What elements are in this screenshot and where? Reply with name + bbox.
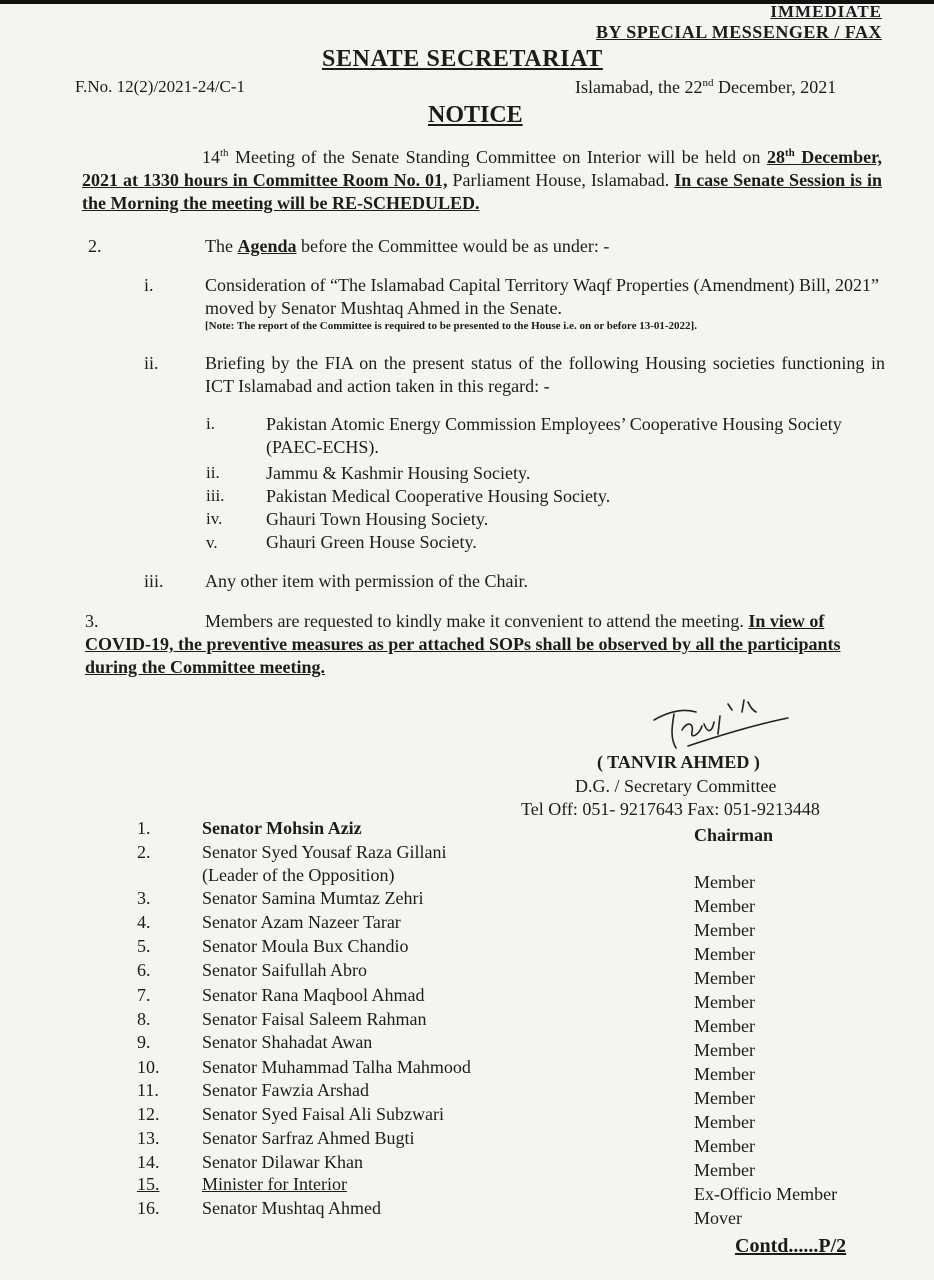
- member-number: 10.: [137, 1057, 160, 1077]
- agenda-word: Agenda: [237, 236, 297, 256]
- agenda-item-text: Briefing by the FIA on the present status of the following Housing societies functioning in ICT Islamabad and action taken in this regard: -: [205, 353, 885, 396]
- society-name: Pakistan Medical Cooperative Housing Society.: [266, 486, 611, 506]
- member-role: Member: [694, 920, 755, 940]
- signatory-name: ( TANVIR AHMED ): [597, 752, 760, 772]
- member-number: 9.: [137, 1032, 151, 1052]
- signatory-designation: D.G. / Secretary Committee: [575, 776, 777, 796]
- member-number: 7.: [137, 985, 151, 1005]
- office-title: SENATE SECRETARIAT: [322, 46, 603, 72]
- priority-label: IMMEDIATE: [770, 2, 882, 21]
- agenda-item-note: [Note: The report of the Committee is required to be presented to the House i.e. on or before 13-01-2022].: [205, 320, 697, 332]
- member-role: Member: [694, 1088, 755, 1108]
- member-number: 13.: [137, 1128, 160, 1148]
- member-role: Member: [694, 1160, 755, 1180]
- member-number: 1.: [137, 818, 151, 838]
- member-number: 12.: [137, 1104, 160, 1124]
- society-number: ii.: [206, 463, 220, 482]
- member-name: Senator Syed Yousaf Raza Gillani: [202, 842, 447, 862]
- member-name: Senator Moula Bux Chandio: [202, 936, 409, 956]
- para2-number: 2.: [88, 236, 102, 256]
- member-number: 8.: [137, 1009, 151, 1029]
- society-name: Ghauri Town Housing Society.: [266, 509, 489, 529]
- agenda-item-text: Any other item with permission of the Chair.: [205, 571, 528, 591]
- society-name: Ghauri Green House Society.: [266, 532, 477, 552]
- society-number: i.: [206, 414, 215, 433]
- member-number: 6.: [137, 960, 151, 980]
- agenda-item-text: Consideration of “The Islamabad Capital Territory Waqf Properties (Amendment) Bill, 2021” moved by Senator Mushtaq Ahmed in the Senate.: [205, 275, 879, 318]
- society-name: Jammu & Kashmir Housing Society.: [266, 463, 531, 483]
- attendance-paragraph: 3. Members are requested to kindly make it convenient to attend the meeting. In view of COVID-19, the preventive measures as per attached SOPs shall be observed by all the participants during the Committee meeting.: [85, 611, 841, 677]
- member-name: Senator Mohsin Aziz: [202, 818, 362, 838]
- member-name: Senator Muhammad Talha Mahmood: [202, 1057, 471, 1077]
- member-name: Senator Azam Nazeer Tarar: [202, 912, 401, 932]
- covid-instruction: In view of COVID-19, the preventive measures as per attached SOPs shall be observed by all the participants during the Committee meeting.: [85, 611, 841, 677]
- agenda-item-number: i.: [144, 275, 154, 295]
- member-role: Member: [694, 1040, 755, 1060]
- member-role: Member: [694, 896, 755, 916]
- member-name: Senator Sarfraz Ahmed Bugti: [202, 1128, 415, 1148]
- signature-image: [648, 690, 798, 756]
- member-number: 11.: [137, 1080, 159, 1100]
- agenda-item-number: ii.: [144, 353, 159, 373]
- member-role: Member: [694, 872, 755, 892]
- member-name: Senator Saifullah Abro: [202, 960, 367, 980]
- file-number: F.No. 12(2)/2021-24/C-1: [75, 77, 246, 96]
- society-number: iv.: [206, 509, 223, 528]
- member-number: 2.: [137, 842, 151, 862]
- signatory-contact: Tel Off: 051- 9217643 Fax: 051-9213448: [521, 799, 820, 819]
- member-role: Member: [694, 1016, 755, 1036]
- member-name: Senator Rana Maqbool Ahmad: [202, 985, 425, 1005]
- member-role: Chairman: [694, 825, 774, 845]
- member-role: Ex-Officio Member: [694, 1184, 838, 1204]
- member-name: Minister for Interior: [202, 1174, 347, 1194]
- member-name: Senator Faisal Saleem Rahman: [202, 1009, 427, 1029]
- member-number: 15.: [137, 1174, 160, 1194]
- meeting-paragraph: 14th Meeting of the Senate Standing Committee on Interior will be held on 28th December, 2021 at 1330 hours in Committee Room No. 01, Parliament House, Islamabad. In case Senate Session is in the Morning the meeting will be RE-SCHEDULED.: [82, 147, 883, 213]
- society-number: v.: [206, 533, 218, 552]
- member-role: Member: [694, 1112, 755, 1132]
- member-name: Senator Shahadat Awan: [202, 1032, 373, 1052]
- agenda-item-number: iii.: [144, 571, 164, 591]
- member-number: 14.: [137, 1152, 160, 1172]
- member-number: 3.: [137, 888, 151, 908]
- document-title: NOTICE: [428, 102, 523, 128]
- member-number: 16.: [137, 1198, 160, 1218]
- member-role: Member: [694, 992, 755, 1012]
- member-role: Member: [694, 944, 755, 964]
- place-date: Islamabad, the 22nd December, 2021: [575, 77, 837, 97]
- member-role: Member: [694, 968, 755, 988]
- member-number: 4.: [137, 912, 151, 932]
- member-name: Senator Mushtaq Ahmed: [202, 1198, 381, 1218]
- reschedule-warning: In case Senate Session is in the Morning the meeting will be RE-SCHEDULED.: [82, 170, 882, 213]
- meeting-datetime: 28th December, 2021 at 1330 hours in Committee Room No. 01,: [82, 147, 883, 190]
- member-name: Senator Dilawar Khan: [202, 1152, 363, 1172]
- member-name-note: (Leader of the Opposition): [202, 865, 395, 885]
- society-name: Pakistan Atomic Energy Commission Employees’ Cooperative Housing Society (PAEC-ECHS).: [266, 414, 842, 457]
- member-name: Senator Samina Mumtaz Zehri: [202, 888, 424, 908]
- member-role: Member: [694, 1064, 755, 1084]
- member-name: Senator Syed Faisal Ali Subzwari: [202, 1104, 444, 1124]
- continued-label: Contd......P/2: [735, 1235, 847, 1257]
- member-name: Senator Fawzia Arshad: [202, 1080, 369, 1100]
- society-number: iii.: [206, 486, 225, 505]
- delivery-method: BY SPECIAL MESSENGER / FAX: [595, 22, 882, 42]
- member-role: Mover: [694, 1208, 742, 1228]
- member-role: Member: [694, 1136, 755, 1156]
- member-number: 5.: [137, 936, 151, 956]
- para2-text: The Agenda before the Committee would be as under: -: [205, 236, 610, 256]
